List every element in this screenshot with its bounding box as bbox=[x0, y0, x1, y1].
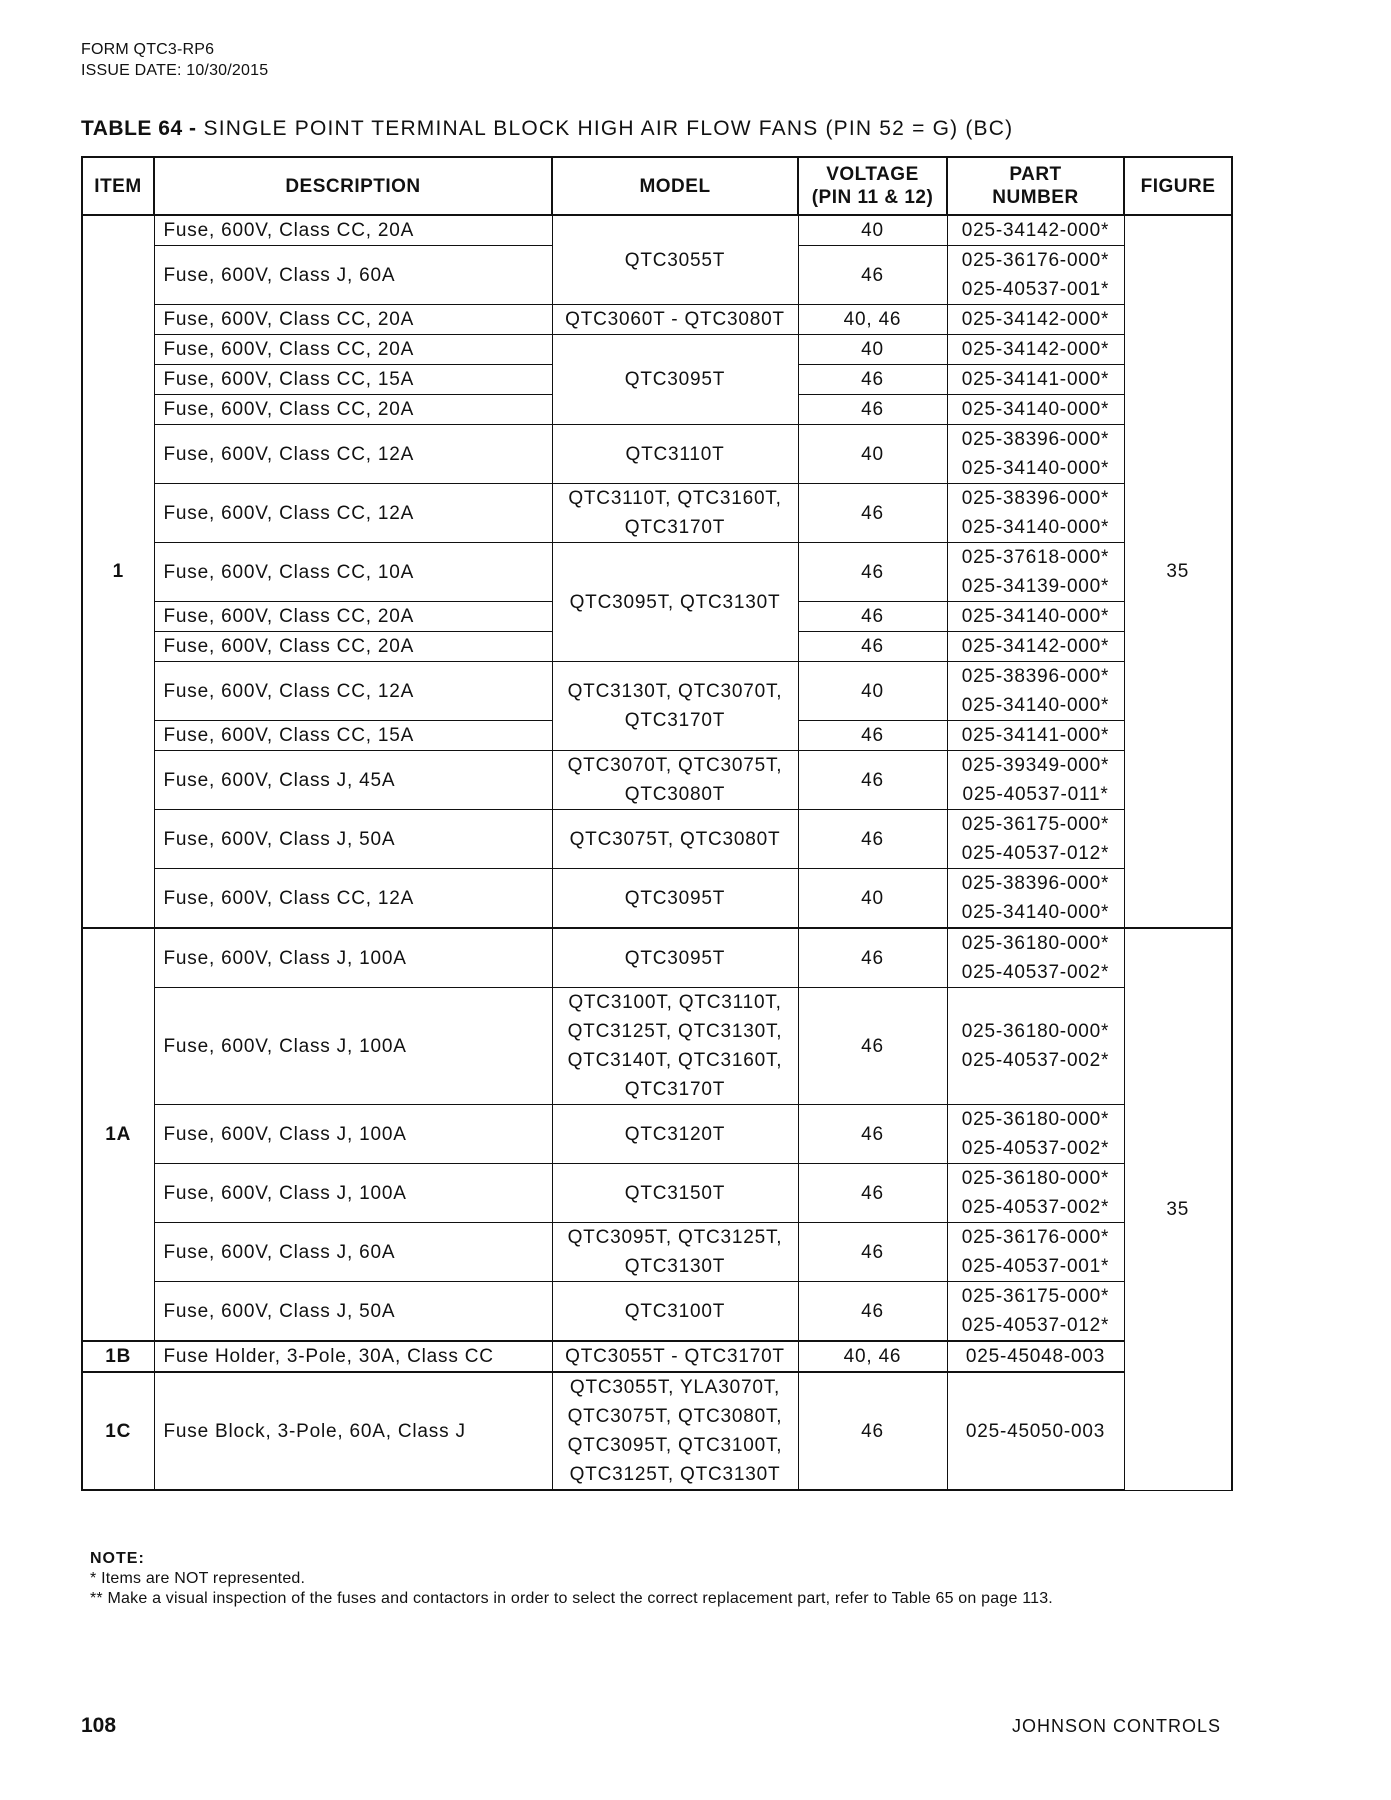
col-header-figure: FIGURE bbox=[1124, 157, 1232, 215]
model-cell: QTC3095T bbox=[552, 869, 798, 929]
part-number-cell: 025-34142-000* bbox=[947, 305, 1124, 335]
item-cell: 1A bbox=[82, 928, 154, 1341]
description-cell: Fuse, 600V, Class CC, 20A bbox=[154, 632, 552, 662]
item-cell: 1 bbox=[82, 215, 154, 928]
part-number-cell: 025-34140-000* bbox=[947, 602, 1124, 632]
table-title-label: TABLE 64 - bbox=[81, 117, 197, 140]
model-cell: QTC3055T bbox=[552, 215, 798, 305]
table-row bbox=[82, 1164, 1232, 1223]
voltage-cell: 40 bbox=[798, 335, 947, 365]
description-cell: Fuse, 600V, Class CC, 20A bbox=[154, 305, 552, 335]
part-number-cell: 025-34140-000* bbox=[947, 395, 1124, 425]
part-number-cell: 025-34142-000* bbox=[947, 335, 1124, 365]
description-cell: Fuse, 600V, Class CC, 20A bbox=[154, 395, 552, 425]
note-heading: NOTE: bbox=[90, 1550, 145, 1567]
model-cell: QTC3055T, YLA3070T, QTC3075T, QTC3080T, QTC3095T, QTC3100T, QTC3125T, QTC3130T bbox=[552, 1372, 798, 1490]
model-cell: QTC3110T, QTC3160T, QTC3170T bbox=[552, 484, 798, 543]
page-header bbox=[81, 39, 268, 81]
voltage-cell: 46 bbox=[798, 810, 947, 869]
voltage-cell: 46 bbox=[798, 928, 947, 988]
model-cell: QTC3130T, QTC3070T, QTC3170T bbox=[552, 662, 798, 751]
model-cell: QTC3095T, QTC3130T bbox=[552, 543, 798, 662]
table-row bbox=[82, 988, 1232, 1105]
parts-table bbox=[81, 156, 1233, 1491]
part-number-cell: 025-34141-000* bbox=[947, 721, 1124, 751]
model-cell: QTC3150T bbox=[552, 1164, 798, 1223]
description-cell: Fuse, 600V, Class CC, 12A bbox=[154, 662, 552, 721]
col-header-item: ITEM bbox=[82, 157, 154, 215]
issue-date: ISSUE DATE: 10/30/2015 bbox=[81, 62, 269, 79]
model-cell: QTC3075T, QTC3080T bbox=[552, 810, 798, 869]
voltage-cell: 46 bbox=[798, 484, 947, 543]
model-cell: QTC3070T, QTC3075T, QTC3080T bbox=[552, 751, 798, 810]
col-header-voltage: VOLTAGE (PIN 11 & 12) bbox=[798, 157, 947, 215]
voltage-cell: 46 bbox=[798, 632, 947, 662]
part-number-cell: 025-36180-000* 025-40537-002* bbox=[947, 1105, 1124, 1164]
description-cell: Fuse, 600V, Class J, 50A bbox=[154, 1282, 552, 1342]
part-number-cell: 025-34141-000* bbox=[947, 365, 1124, 395]
note-item: ** Make a visual inspection of the fuses and contactors in order to select the correct replacement part, refer to Table 65 on page 113. bbox=[90, 1590, 1053, 1607]
col-header-description: DESCRIPTION bbox=[154, 157, 552, 215]
voltage-cell: 40, 46 bbox=[798, 305, 947, 335]
table-row bbox=[82, 335, 1232, 365]
voltage-cell: 46 bbox=[798, 751, 947, 810]
table-row bbox=[82, 1282, 1232, 1342]
figure-cell: 35 bbox=[1124, 928, 1232, 1490]
part-number-cell: 025-36175-000* 025-40537-012* bbox=[947, 1282, 1124, 1342]
description-cell: Fuse Block, 3-Pole, 60A, Class J bbox=[154, 1372, 552, 1490]
description-cell: Fuse, 600V, Class CC, 12A bbox=[154, 869, 552, 929]
part-number-cell: 025-34142-000* bbox=[947, 215, 1124, 246]
voltage-cell: 40 bbox=[798, 869, 947, 929]
voltage-cell: 46 bbox=[798, 1223, 947, 1282]
part-number-cell: 025-37618-000* 025-34139-000* bbox=[947, 543, 1124, 602]
voltage-cell: 46 bbox=[798, 1164, 947, 1223]
part-number-cell: 025-38396-000* 025-34140-000* bbox=[947, 425, 1124, 484]
voltage-cell: 46 bbox=[798, 721, 947, 751]
figure-cell: 35 bbox=[1124, 215, 1232, 928]
table-row bbox=[82, 484, 1232, 543]
voltage-cell: 46 bbox=[798, 1105, 947, 1164]
table-title-text: SINGLE POINT TERMINAL BLOCK HIGH AIR FLOW FANS (PIN 52 = G) (BC) bbox=[196, 117, 1014, 140]
model-cell: QTC3095T bbox=[552, 928, 798, 988]
description-cell: Fuse, 600V, Class J, 100A bbox=[154, 1105, 552, 1164]
description-cell: Fuse, 600V, Class CC, 15A bbox=[154, 365, 552, 395]
voltage-cell: 46 bbox=[798, 988, 947, 1105]
voltage-cell: 40, 46 bbox=[798, 1341, 947, 1372]
table-title bbox=[81, 117, 1013, 141]
table-row bbox=[82, 1341, 1232, 1372]
part-number-cell: 025-36180-000* 025-40537-002* bbox=[947, 928, 1124, 988]
table-row bbox=[82, 662, 1232, 721]
part-number-cell: 025-36176-000* 025-40537-001* bbox=[947, 1223, 1124, 1282]
part-number-cell: 025-38396-000* 025-34140-000* bbox=[947, 869, 1124, 929]
table-row bbox=[82, 215, 1232, 246]
voltage-cell: 46 bbox=[798, 543, 947, 602]
voltage-cell: 46 bbox=[798, 1372, 947, 1490]
part-number-cell: 025-45050-003 bbox=[947, 1372, 1124, 1490]
part-number-cell: 025-39349-000* 025-40537-011* bbox=[947, 751, 1124, 810]
table-row bbox=[82, 1105, 1232, 1164]
voltage-cell: 46 bbox=[798, 365, 947, 395]
model-cell: QTC3120T bbox=[552, 1105, 798, 1164]
table-row bbox=[82, 1223, 1232, 1282]
description-cell: Fuse, 600V, Class J, 60A bbox=[154, 246, 552, 305]
model-cell: QTC3055T - QTC3170T bbox=[552, 1341, 798, 1372]
model-cell: QTC3095T bbox=[552, 335, 798, 425]
part-number-cell: 025-36175-000* 025-40537-012* bbox=[947, 810, 1124, 869]
description-cell: Fuse Holder, 3-Pole, 30A, Class CC bbox=[154, 1341, 552, 1372]
table-row bbox=[82, 810, 1232, 869]
part-number-cell: 025-38396-000* 025-34140-000* bbox=[947, 662, 1124, 721]
description-cell: Fuse, 600V, Class J, 45A bbox=[154, 751, 552, 810]
description-cell: Fuse, 600V, Class J, 100A bbox=[154, 988, 552, 1105]
description-cell: Fuse, 600V, Class CC, 12A bbox=[154, 484, 552, 543]
table-header-row bbox=[82, 157, 1232, 215]
description-cell: Fuse, 600V, Class CC, 20A bbox=[154, 602, 552, 632]
part-number-cell: 025-38396-000* 025-34140-000* bbox=[947, 484, 1124, 543]
model-cell: QTC3110T bbox=[552, 425, 798, 484]
description-cell: Fuse, 600V, Class J, 100A bbox=[154, 1164, 552, 1223]
part-number-cell: 025-34142-000* bbox=[947, 632, 1124, 662]
col-header-part-number: PART NUMBER bbox=[947, 157, 1124, 215]
note-item: * Items are NOT represented. bbox=[90, 1570, 306, 1587]
table-row bbox=[82, 425, 1232, 484]
voltage-cell: 40 bbox=[798, 425, 947, 484]
voltage-cell: 46 bbox=[798, 395, 947, 425]
part-number-cell: 025-45048-003 bbox=[947, 1341, 1124, 1372]
table-row bbox=[82, 1372, 1232, 1490]
table-row bbox=[82, 869, 1232, 929]
table-row bbox=[82, 543, 1232, 602]
description-cell: Fuse, 600V, Class CC, 12A bbox=[154, 425, 552, 484]
voltage-cell: 46 bbox=[798, 602, 947, 632]
description-cell: Fuse, 600V, Class J, 100A bbox=[154, 928, 552, 988]
table-row bbox=[82, 305, 1232, 335]
page-number: 108 bbox=[81, 1714, 117, 1737]
voltage-cell: 46 bbox=[798, 246, 947, 305]
part-number-cell: 025-36180-000* 025-40537-002* bbox=[947, 1164, 1124, 1223]
table-notes bbox=[90, 1549, 1053, 1609]
part-number-cell: 025-36180-000* 025-40537-002* bbox=[947, 988, 1124, 1105]
model-cell: QTC3095T, QTC3125T, QTC3130T bbox=[552, 1223, 798, 1282]
brand-name: JOHNSON CONTROLS bbox=[1011, 1716, 1221, 1736]
model-cell: QTC3100T bbox=[552, 1282, 798, 1342]
form-number: FORM QTC3-RP6 bbox=[81, 41, 215, 58]
description-cell: Fuse, 600V, Class J, 60A bbox=[154, 1223, 552, 1282]
description-cell: Fuse, 600V, Class CC, 20A bbox=[154, 335, 552, 365]
description-cell: Fuse, 600V, Class CC, 10A bbox=[154, 543, 552, 602]
item-cell: 1C bbox=[82, 1372, 154, 1490]
table-row bbox=[82, 928, 1232, 988]
model-cell: QTC3100T, QTC3110T, QTC3125T, QTC3130T, QTC3140T, QTC3160T, QTC3170T bbox=[552, 988, 798, 1105]
col-header-model: MODEL bbox=[552, 157, 798, 215]
voltage-cell: 46 bbox=[798, 1282, 947, 1342]
description-cell: Fuse, 600V, Class CC, 20A bbox=[154, 215, 552, 246]
part-number-cell: 025-36176-000* 025-40537-001* bbox=[947, 246, 1124, 305]
item-cell: 1B bbox=[82, 1341, 154, 1372]
table-row bbox=[82, 751, 1232, 810]
voltage-cell: 40 bbox=[798, 215, 947, 246]
description-cell: Fuse, 600V, Class CC, 15A bbox=[154, 721, 552, 751]
description-cell: Fuse, 600V, Class J, 50A bbox=[154, 810, 552, 869]
model-cell: QTC3060T - QTC3080T bbox=[552, 305, 798, 335]
voltage-cell: 40 bbox=[798, 662, 947, 721]
